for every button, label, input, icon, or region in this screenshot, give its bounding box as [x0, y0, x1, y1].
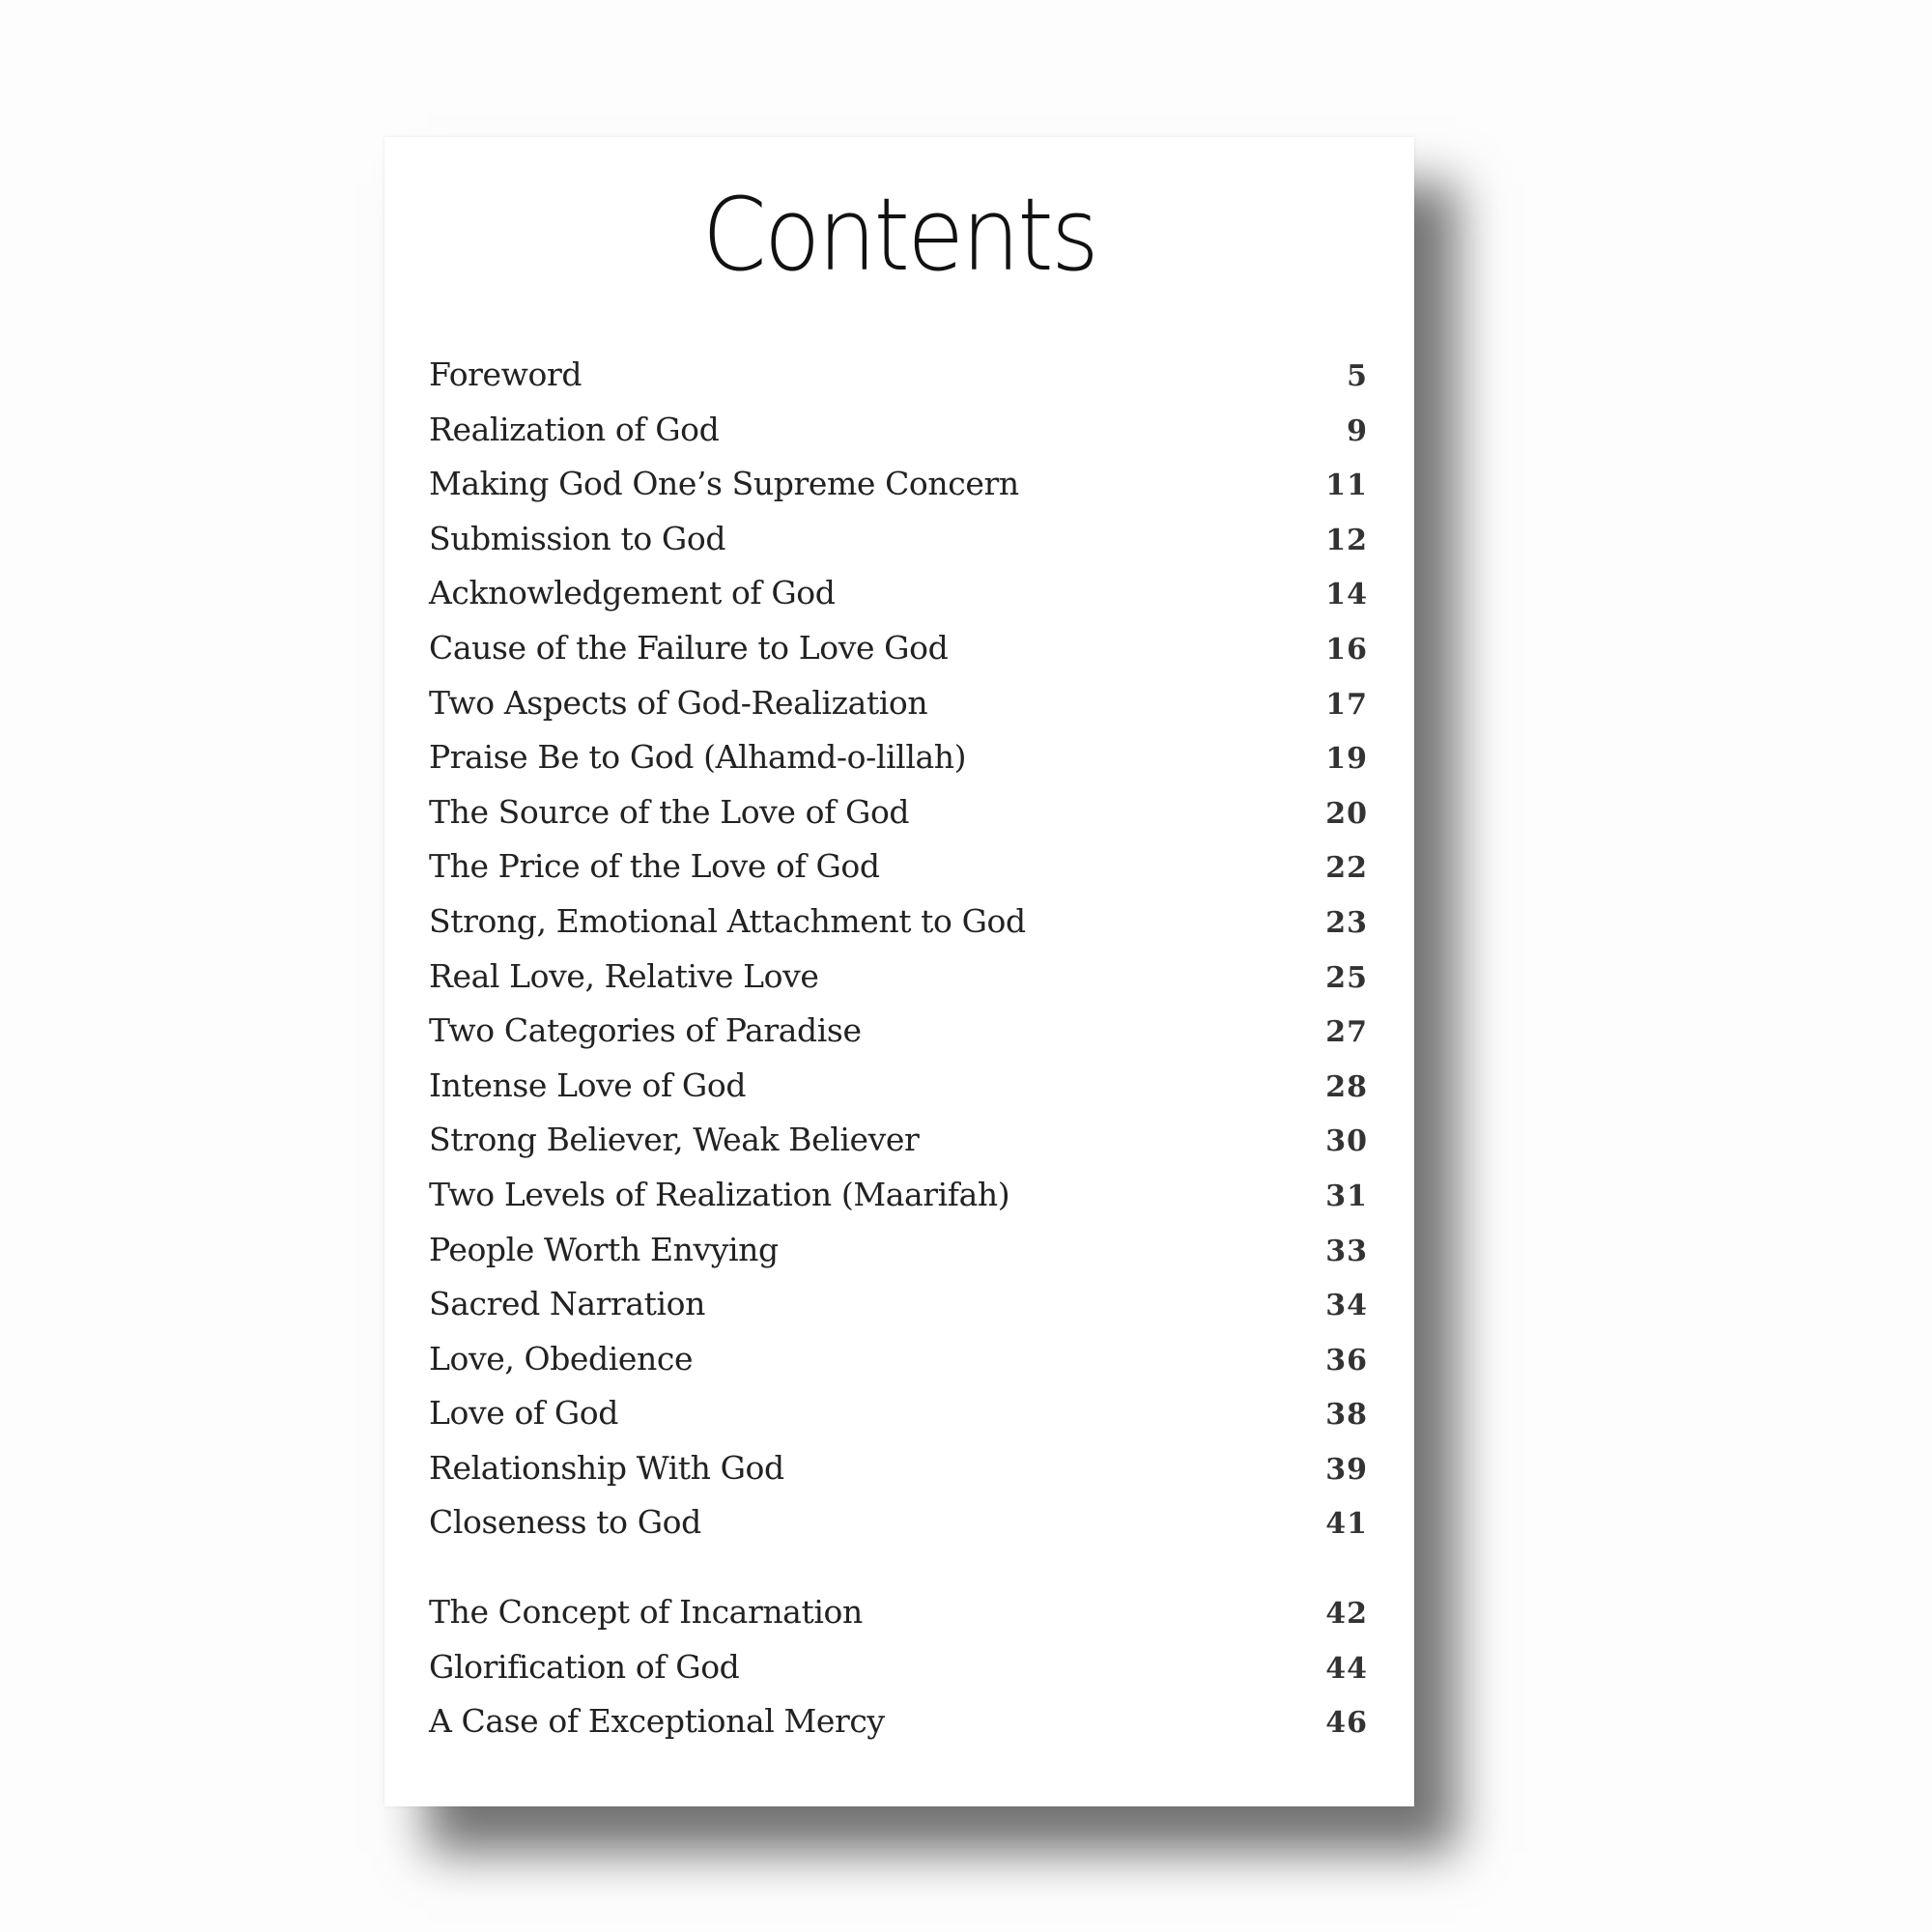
- toc-entry-title: People Worth Envying: [429, 1230, 779, 1268]
- toc-entry-page: 41: [1325, 1507, 1368, 1542]
- toc-entry-title: Sacred Narration: [429, 1285, 705, 1323]
- toc-entry: [429, 1059, 1368, 1114]
- toc-entry-title: Realization of God: [429, 410, 720, 448]
- toc-entry-page: 12: [1325, 523, 1368, 557]
- toc-entry-page: 22: [1325, 851, 1368, 886]
- toc-entry: [429, 1113, 1368, 1168]
- toc-entry-page: 31: [1325, 1179, 1368, 1213]
- toc-entry: [429, 403, 1368, 458]
- toc-entry-title: Relationship With God: [429, 1448, 784, 1487]
- toc-entry: [429, 950, 1368, 1005]
- toc-entry: [429, 566, 1368, 621]
- toc-entry: [429, 348, 1368, 403]
- toc-entry: [429, 1441, 1368, 1496]
- toc-entry-title: Cause of the Failure to Love God: [429, 628, 949, 667]
- toc-entry-title: Foreword: [429, 355, 582, 393]
- toc-entry: [429, 512, 1368, 567]
- toc-entry-title: Two Categories of Paradise: [429, 1011, 862, 1050]
- toc-entry-title: Love of God: [429, 1394, 618, 1433]
- toc-entry: [429, 1332, 1368, 1387]
- toc-entry: [429, 621, 1368, 676]
- toc-entry-title: Two Aspects of God-Realization: [429, 683, 928, 722]
- table-of-contents: [429, 348, 1368, 1749]
- toc-entry-title: Submission to God: [429, 519, 726, 557]
- toc-entry-page: 17: [1325, 687, 1368, 722]
- toc-entry-page: 30: [1325, 1124, 1368, 1159]
- toc-entry-title: Closeness to God: [429, 1503, 701, 1542]
- toc-entry-title: Glorification of God: [429, 1647, 740, 1686]
- book-page: [384, 137, 1414, 1806]
- toc-entry: [429, 1640, 1368, 1695]
- page-title: Contents: [701, 176, 1097, 294]
- toc-entry-title: Love, Obedience: [429, 1339, 694, 1378]
- toc-entry-page: 14: [1325, 578, 1368, 612]
- toc-entry-page: 19: [1325, 742, 1368, 777]
- toc-entry: [429, 1277, 1368, 1332]
- toc-entry-page: 27: [1325, 1015, 1368, 1050]
- toc-entry-page: 23: [1325, 905, 1368, 940]
- toc-entry: [429, 895, 1368, 950]
- toc-entry-title: Making God One’s Supreme Concern: [429, 465, 1019, 503]
- toc-entry-page: 25: [1325, 960, 1368, 995]
- toc-entry-page: 16: [1325, 632, 1368, 667]
- toc-entry-title: Two Levels of Realization (Maarifah): [429, 1175, 1010, 1213]
- toc-entry: [429, 785, 1368, 840]
- toc-entry: [429, 1386, 1368, 1441]
- toc-entry-page: 46: [1325, 1706, 1368, 1741]
- toc-entry-title: A Case of Exceptional Mercy: [429, 1702, 885, 1741]
- toc-entry-title: The Price of the Love of God: [429, 847, 880, 886]
- toc-entry: [429, 839, 1368, 895]
- toc-entry-page: 42: [1325, 1597, 1368, 1632]
- toc-entry-page: 44: [1325, 1651, 1368, 1686]
- toc-entry-page: 38: [1325, 1398, 1368, 1433]
- toc-entry: [429, 676, 1368, 731]
- toc-entry-page: 39: [1325, 1452, 1368, 1487]
- toc-entry: [429, 1694, 1368, 1749]
- toc-entry: [429, 1223, 1368, 1278]
- toc-entry-title: The Source of the Love of God: [429, 792, 910, 831]
- toc-entry-title: The Concept of Incarnation: [429, 1593, 863, 1632]
- toc-entry-page: 36: [1325, 1343, 1368, 1378]
- toc-entry-page: 11: [1325, 469, 1368, 503]
- toc-entry-page: 33: [1325, 1234, 1368, 1268]
- toc-entry: [429, 1585, 1368, 1640]
- toc-entry-title: Strong Believer, Weak Believer: [429, 1121, 920, 1159]
- toc-entry: [429, 1004, 1368, 1059]
- toc-entry-title: Strong, Emotional Attachment to God: [429, 901, 1026, 940]
- toc-entry-page: 5: [1347, 359, 1368, 393]
- toc-entry-page: 9: [1347, 413, 1368, 448]
- toc-entry-title: Intense Love of God: [429, 1065, 747, 1104]
- toc-entry: [429, 1168, 1368, 1223]
- toc-entry-page: 20: [1325, 796, 1368, 831]
- toc-entry-title: Acknowledgement of God: [429, 574, 836, 612]
- toc-entry-page: 28: [1325, 1069, 1368, 1104]
- toc-entry-title: Praise Be to God (Alhamd-o-lillah): [429, 738, 967, 777]
- toc-entry-page: 34: [1325, 1289, 1368, 1323]
- toc-entry: [429, 1495, 1368, 1550]
- toc-entry-title: Real Love, Relative Love: [429, 956, 819, 995]
- toc-entry: [429, 730, 1368, 785]
- toc-entry: [429, 457, 1368, 512]
